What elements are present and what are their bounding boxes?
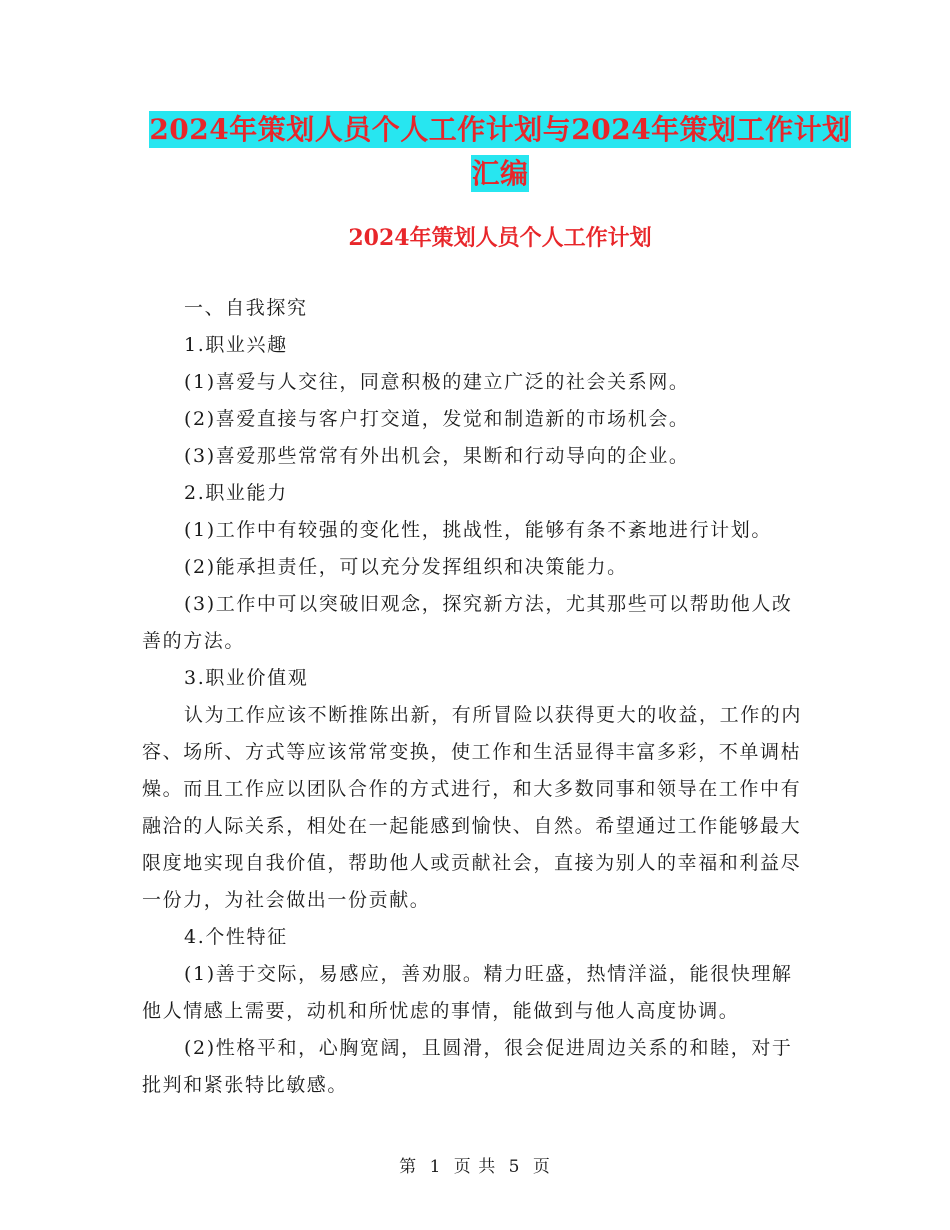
footer-prefix: 第 bbox=[399, 1157, 418, 1177]
footer-suffix: 页 bbox=[532, 1157, 551, 1177]
footer-page-number: 1 bbox=[429, 1157, 442, 1177]
list-item: (2)性格平和，心胸宽阔，且圆滑，很会促进周边关系的和睦，对于批判和紧张特比敏感。 bbox=[142, 1037, 793, 1096]
document-body bbox=[142, 290, 812, 1104]
footer-total-pages: 5 bbox=[508, 1157, 521, 1177]
heading-career-ability: 2.职业能力 bbox=[184, 482, 288, 504]
list-item: (2)喜爱直接与客户打交道，发觉和制造新的市场机会。 bbox=[184, 408, 690, 430]
section-title: 2024年策划人员个人工作计划 bbox=[348, 225, 652, 251]
footer-middle: 页 共 bbox=[453, 1157, 497, 1177]
document-title bbox=[140, 108, 860, 196]
list-item: (2)能承担责任，可以充分发挥组织和决策能力。 bbox=[184, 556, 628, 578]
heading-career-values: 3.职业价值观 bbox=[184, 667, 309, 689]
list-item: (1)喜爱与人交往，同意积极的建立广泛的社会关系网。 bbox=[184, 371, 690, 393]
document-title-line-1: 2024年策划人员个人工作计划与2024年策划工作计划 bbox=[149, 113, 851, 146]
heading-career-interest: 1.职业兴趣 bbox=[184, 334, 288, 356]
document-title-line-2: 汇编 bbox=[471, 157, 529, 190]
heading-personality: 4.个性特征 bbox=[184, 926, 288, 948]
page-footer bbox=[0, 1152, 950, 1177]
list-item: (1)工作中有较强的变化性，挑战性，能够有条不紊地进行计划。 bbox=[184, 519, 772, 541]
list-item: (1)善于交际，易感应，善劝服。精力旺盛，热情洋溢，能很快理解他人情感上需要，动机和所忧虑的事情，能做到与他人高度协调。 bbox=[142, 963, 793, 1022]
heading-self-exploration: 一、自我探究 bbox=[184, 297, 308, 319]
list-item: (3)喜爱那些常常有外出机会，果断和行动导向的企业。 bbox=[184, 445, 690, 467]
paragraph-career-values: 认为工作应该不断推陈出新，有所冒险以获得更大的收益，工作的内容、场所、方式等应该常常变换，使工作和生活显得丰富多彩，不单调枯燥。而且工作应以团队合作的方式进行，和大多数同事和领导在工作中有融洽的人际关系，相处在一起能感到愉快、自然。希望通过工作能够最大限度地实现自我价值，帮助他人或贡献社会，直接为别人的幸福和利益尽一份力，为社会做出一份贡献。 bbox=[142, 704, 803, 911]
list-item: (3)工作中可以突破旧观念，探究新方法，尤其那些可以帮助他人改善的方法。 bbox=[142, 593, 793, 652]
